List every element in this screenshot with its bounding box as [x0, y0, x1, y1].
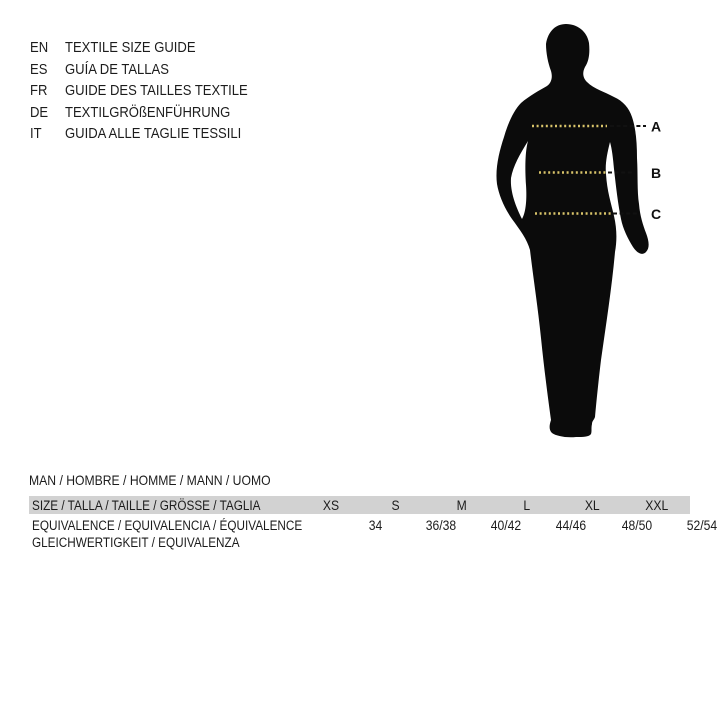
- equivalence-row-label2: [29, 535, 298, 550]
- language-row-de: [30, 102, 275, 124]
- equivalence-value: 36/38: [425, 518, 456, 533]
- language-code: DE: [30, 103, 49, 121]
- equivalence-row: [29, 517, 717, 534]
- language-label: GUIDA ALLE TAGLIE TESSILI: [65, 125, 242, 143]
- size-col-xs: [298, 498, 363, 513]
- size-table-title-text: MAN / HOMBRE / HOMME / MANN / UOMO: [29, 472, 271, 488]
- size-col-l: [494, 498, 559, 513]
- equivalence-value-m: [473, 518, 538, 533]
- language-code: EN: [30, 39, 49, 56]
- language-label: GUÍA DE TALLAS: [65, 60, 169, 78]
- language-code: FR: [30, 82, 48, 100]
- size-row-label-text: SIZE / TALLA / TAILLE / GRÖSSE / TAGLIA: [32, 497, 261, 513]
- measurement-label-b: B: [651, 165, 662, 181]
- equivalence-row-line2: [29, 534, 690, 551]
- size-value: S: [391, 497, 401, 513]
- size-col-s: [363, 498, 428, 513]
- man-silhouette-figure: [480, 10, 720, 450]
- size-value: XXL: [645, 497, 669, 513]
- equivalence-value-s: [408, 518, 473, 533]
- equivalence-value: 34: [368, 518, 382, 533]
- measurement-label-a: A: [651, 118, 662, 135]
- equivalence-value: 52/54: [686, 518, 717, 533]
- equivalence-value-xs: [343, 518, 408, 533]
- equivalence-value: 48/50: [621, 518, 652, 533]
- equivalence-row-label: [29, 518, 343, 533]
- language-label: GUIDE DES TAILLES TEXTILE: [65, 82, 248, 100]
- equivalence-label-line2: GLEICHWERTIGKEIT / EQUIVALENZA: [32, 535, 240, 550]
- size-col-xxl: [624, 498, 689, 513]
- measurement-label-c: C: [651, 206, 662, 222]
- size-header-row: [29, 496, 690, 514]
- language-row-fr: [30, 80, 275, 102]
- equivalence-value-xl: [604, 518, 669, 533]
- equivalence-value: 44/46: [555, 518, 587, 533]
- size-table-title: [29, 472, 307, 488]
- equivalence-value: 40/42: [490, 518, 522, 533]
- language-code: ES: [30, 60, 48, 78]
- equivalence-value-l: [538, 518, 603, 533]
- size-value: XL: [584, 497, 600, 513]
- size-value: XS: [322, 497, 339, 513]
- language-label: TEXTILGRÖßENFÜHRUNG: [65, 103, 231, 121]
- language-list: [30, 37, 275, 145]
- size-table: [29, 496, 717, 551]
- language-row-en: [30, 37, 275, 59]
- language-label: TEXTILE SIZE GUIDE: [65, 39, 196, 56]
- size-col-xl: [559, 498, 624, 513]
- equivalence-value-xxl: [669, 518, 720, 533]
- equivalence-label-line1: EQUIVALENCE / EQUIVALENCIA / ÉQUIVALENCE: [32, 518, 303, 533]
- size-row-label: [29, 498, 298, 513]
- language-row-it: [30, 123, 275, 145]
- language-row-es: [30, 59, 275, 81]
- size-value: M: [456, 497, 467, 513]
- size-value: L: [523, 497, 530, 513]
- size-col-m: [429, 498, 494, 513]
- man-silhouette: [496, 24, 648, 437]
- language-code: IT: [30, 125, 42, 143]
